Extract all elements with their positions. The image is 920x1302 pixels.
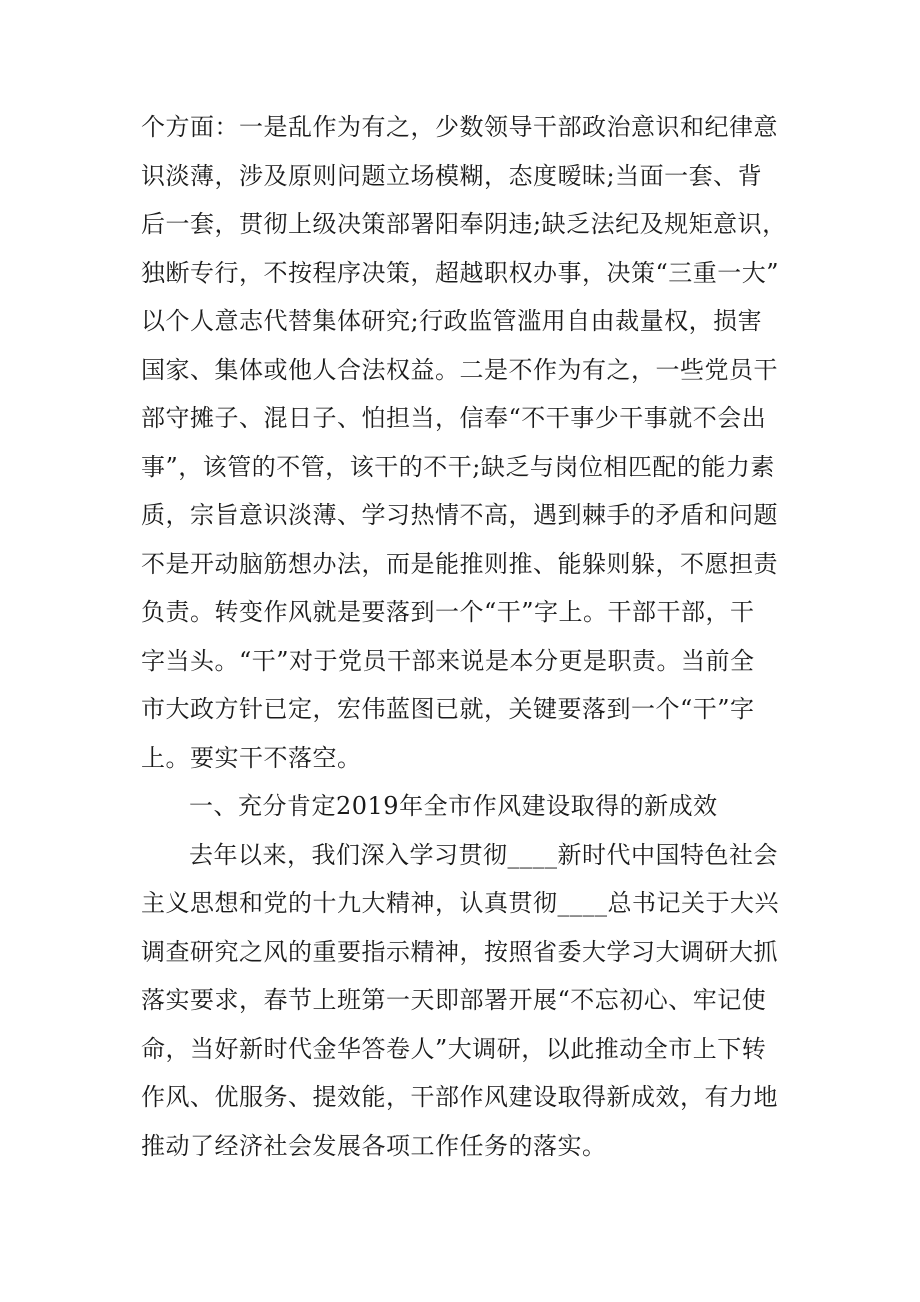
document-body — [141, 103, 787, 1170]
section-heading: 一、充分肯定2019年全市作风建设取得的新成效 — [189, 792, 718, 820]
text-line: 字当头。“干”对于党员干部来说是本分更是职责。当前全 — [141, 646, 755, 675]
text-line: 独断专行，不按程序决策，超越职权办事，决策“三重一大” — [141, 258, 780, 287]
text-line: 市大政方针已定，宏伟蓝图已就，关键要落到一个“干”字 — [141, 695, 755, 723]
text-line: 国家、集体或他人合法权益。二是不作为有之，一些党员干 — [141, 355, 778, 384]
text-line: 推动了经济社会发展各项工作任务的落实。 — [141, 1131, 607, 1160]
text-line: 负责。转变作风就是要落到一个“干”字上。干部干部，干 — [141, 598, 755, 626]
text-line: 后一套，贯彻上级决策部署阳奉阴违;缺乏法纪及规矩意识， — [141, 210, 787, 238]
text-line: 识淡薄，涉及原则问题立场模糊，态度暧昧;当面一套、背 — [141, 161, 763, 190]
text-line: 质，宗旨意识淡薄、学习热情不高，遇到棘手的矛盾和问题 — [141, 501, 778, 529]
text-line: 上。要实干不落空。 — [141, 743, 362, 772]
text-line: 事”，该管的不管，该干的不干;缺乏与岗位相匹配的能力素 — [141, 452, 775, 481]
text-line: 去年以来，我们深入学习贯彻____新时代中国特色社会 — [189, 840, 778, 869]
text-line: 落实要求，春节上班第一天即部署开展“不忘初心、牢记使 — [141, 986, 767, 1014]
text-line: 不是开动脑筋想办法，而是能推则推、能躲则躲，不愿担责 — [141, 549, 778, 578]
text-line: 以个人意志代替集体研究;行政监管滥用自由裁量权，损害 — [141, 307, 763, 335]
text-line: 调查研究之风的重要指示精神，按照省委大学习大调研大抓 — [141, 937, 778, 966]
text-line: 主义思想和党的十九大精神，认真贯彻____总书记关于大兴 — [141, 889, 779, 917]
text-line: 个方面：一是乱作为有之，少数领导干部政治意识和纪律意 — [141, 113, 778, 141]
text-line: 部守摊子、混日子、怕担当，信奉“不干事少干事就不会出 — [141, 404, 767, 432]
text-line: 作风、优服务、提效能，干部作风建设取得新成效，有力地 — [141, 1083, 778, 1111]
text-line: 命，当好新时代金华答卷人”大调研，以此推动全市上下转 — [141, 1034, 767, 1063]
